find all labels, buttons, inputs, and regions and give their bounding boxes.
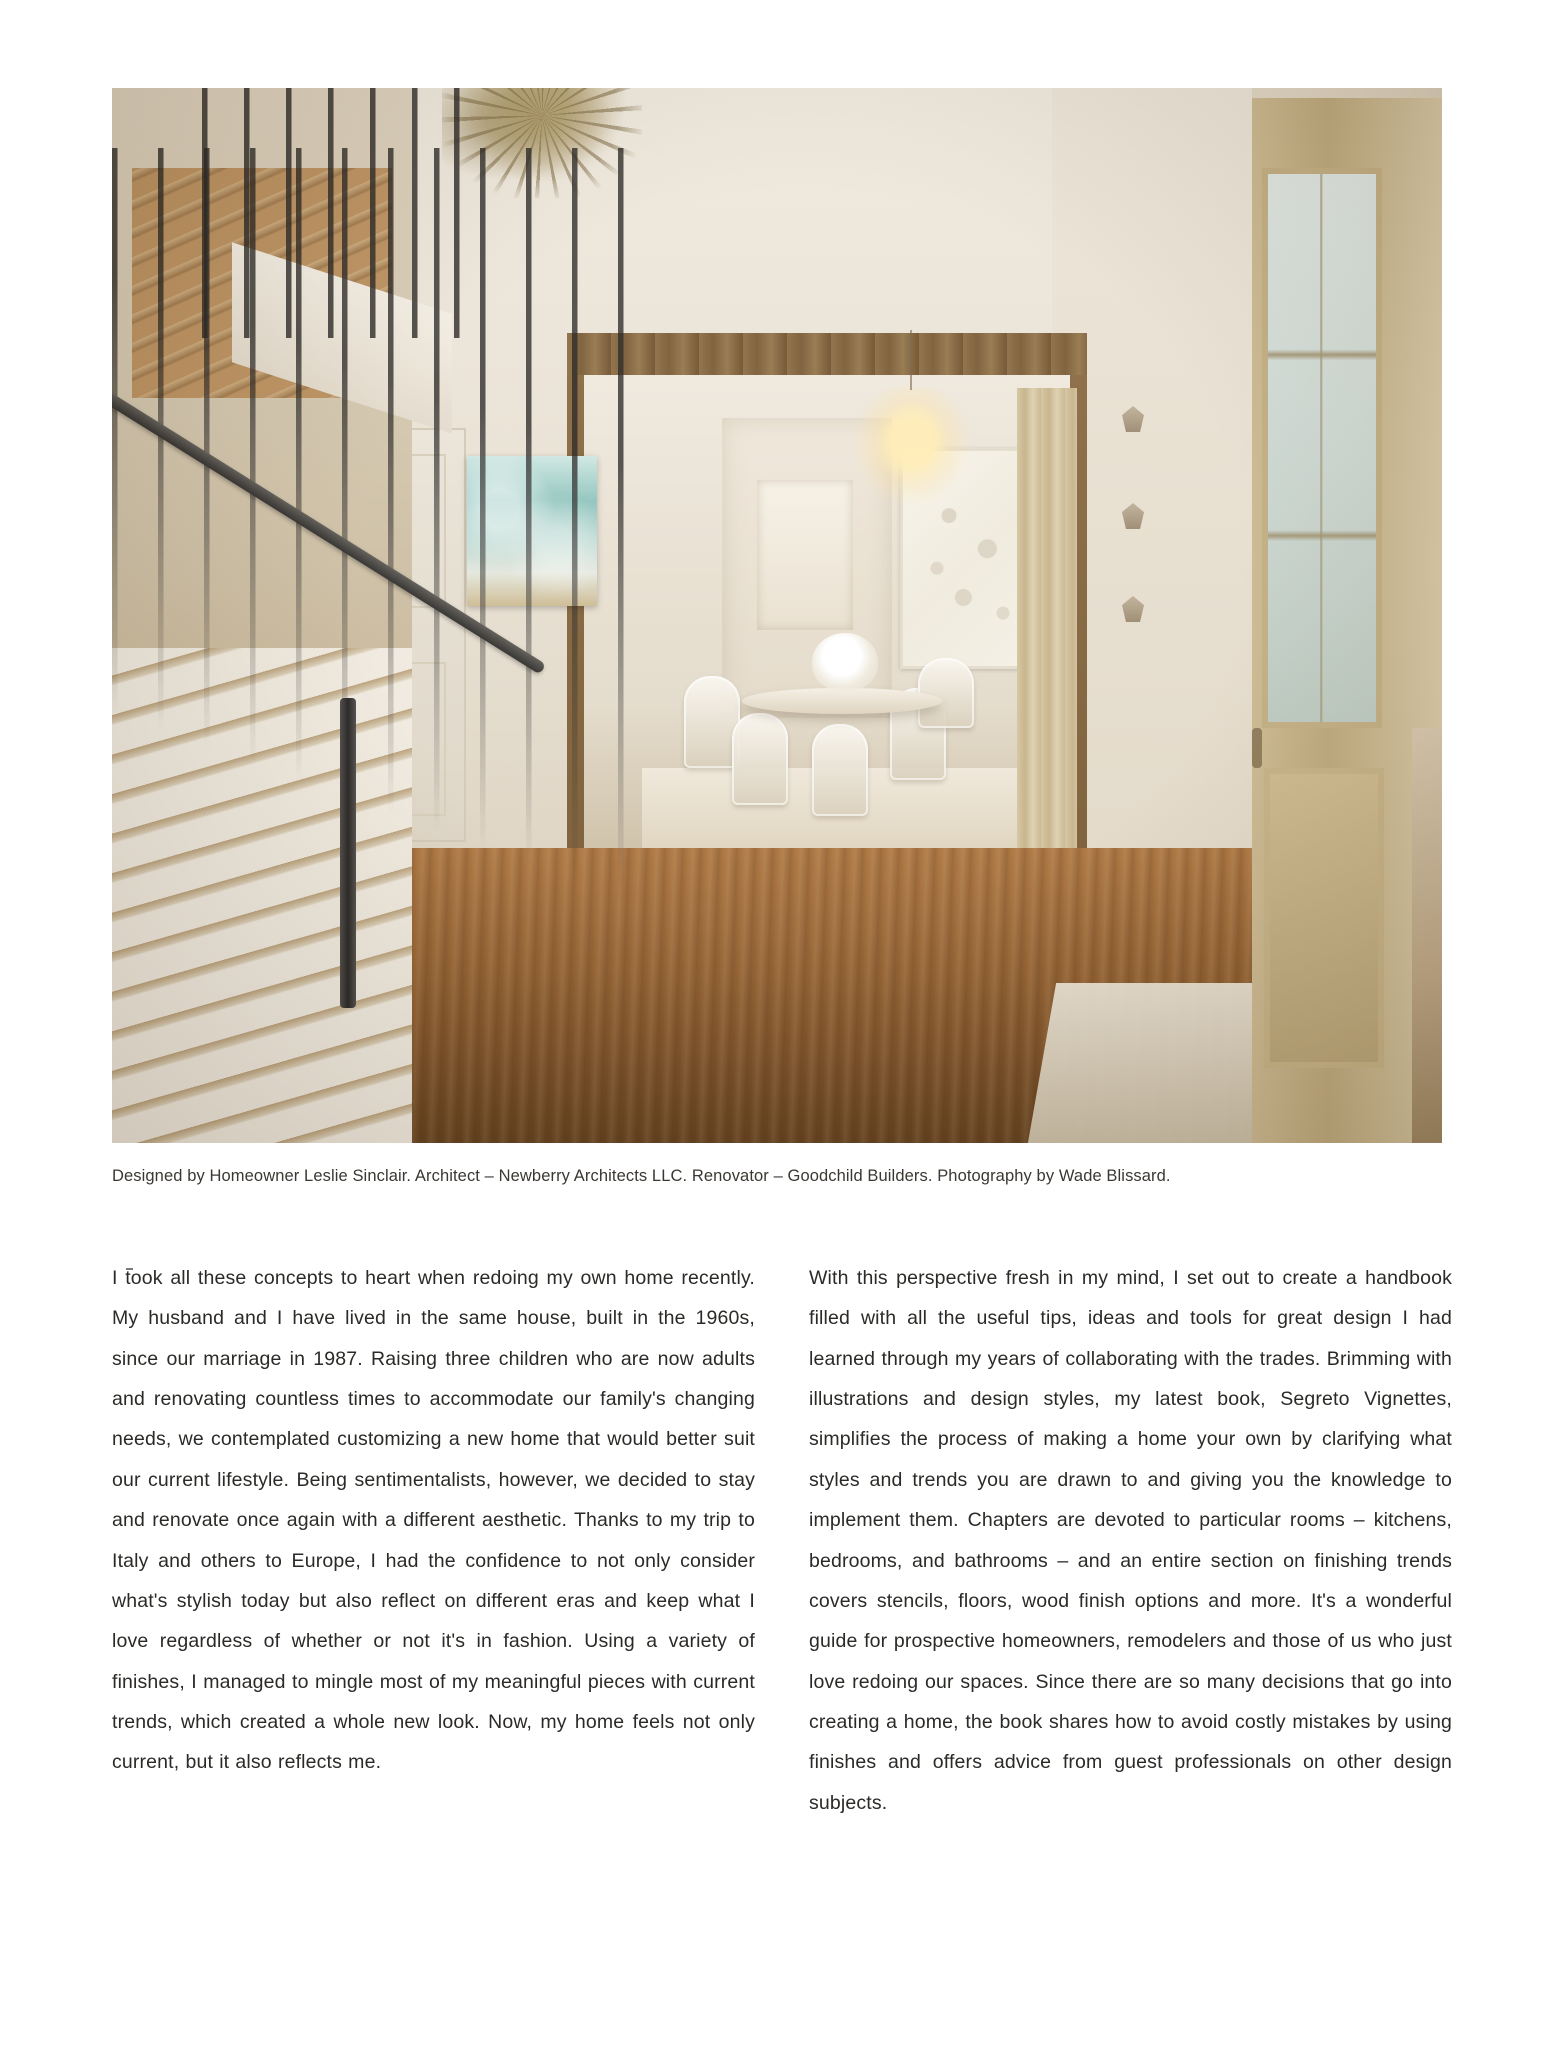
dining-chair [812, 724, 868, 816]
door-lower-panel [1264, 768, 1384, 1068]
door-glass-panes [1262, 168, 1382, 728]
body-column-left [112, 1258, 755, 1823]
round-dining-table [742, 688, 942, 714]
dining-chair [918, 658, 974, 728]
newel-post [340, 698, 356, 1008]
window-curtain [1017, 388, 1077, 858]
door-handle-icon [1252, 728, 1262, 768]
upper-iron-balusters [202, 88, 462, 338]
article-body [112, 1258, 1452, 1823]
body-column-right [809, 1258, 1452, 1823]
dining-chair [732, 713, 788, 805]
wood-beam-header [567, 333, 1087, 375]
paragraph: With this perspective fresh in my mind, I set out to create a handbook filled with all the useful tips, ideas and tools for great design I had learned through my years of collaborating with the trades. Brimming with illustrations and design styles, my latest book, Segreto Vignettes, simplifies the process of making a home your own by clarifying what styles and trends you are drawn to and giving you the knowledge to implement them. Chapters are devoted to particular rooms – kitchens, bedrooms, and bathrooms – and an entire section on finishing trends covers stencils, floors, wood finish options and more. It's a wonderful guide for prospective homeowners, remodelers and those of us who just love redoing our spaces. Since there are so many decisions that go into creating a home, the book shares how to avoid costly mistakes by using finishes and offers advice from guest professionals on other design subjects. [809, 1267, 1452, 1814]
paragraph: I took all these concepts to heart when redoing my own home recently. My husband and I have lived in the same house, built in the 1960s, since our marriage in 1987. Raising three children who are now adults and renovating countless times to accommodate our family's changing needs, we contemplated customizing a new home that would better suit our current lifestyle. Being sentimentalists, however, we decided to stay and renovate once again with a different aesthetic. Thanks to my trip to Italy and others to Europe, I had the confidence to not only consider what's stylish today but also reflect on different eras and keep what I love regardless of whether or not it's in fashion. Using a variety of finishes, I managed to mingle most of my meaningful pieces with current trends, which created a whole new look. Now, my home feels not only current, but it also reflects me. [112, 1267, 755, 1774]
crystal-chandelier [852, 388, 972, 508]
lit-niche [757, 480, 853, 630]
article-photograph [112, 88, 1442, 1143]
photo-caption: Designed by Homeowner Leslie Sinclair. Architect – Newberry Architects LLC. Renovator – Goodchild Builders. Photography by Wade Blissard. [112, 1167, 1171, 1185]
console-table-with-textiles [1412, 728, 1442, 1143]
photo-scene [112, 88, 1442, 1143]
floral-centerpiece [812, 633, 878, 691]
